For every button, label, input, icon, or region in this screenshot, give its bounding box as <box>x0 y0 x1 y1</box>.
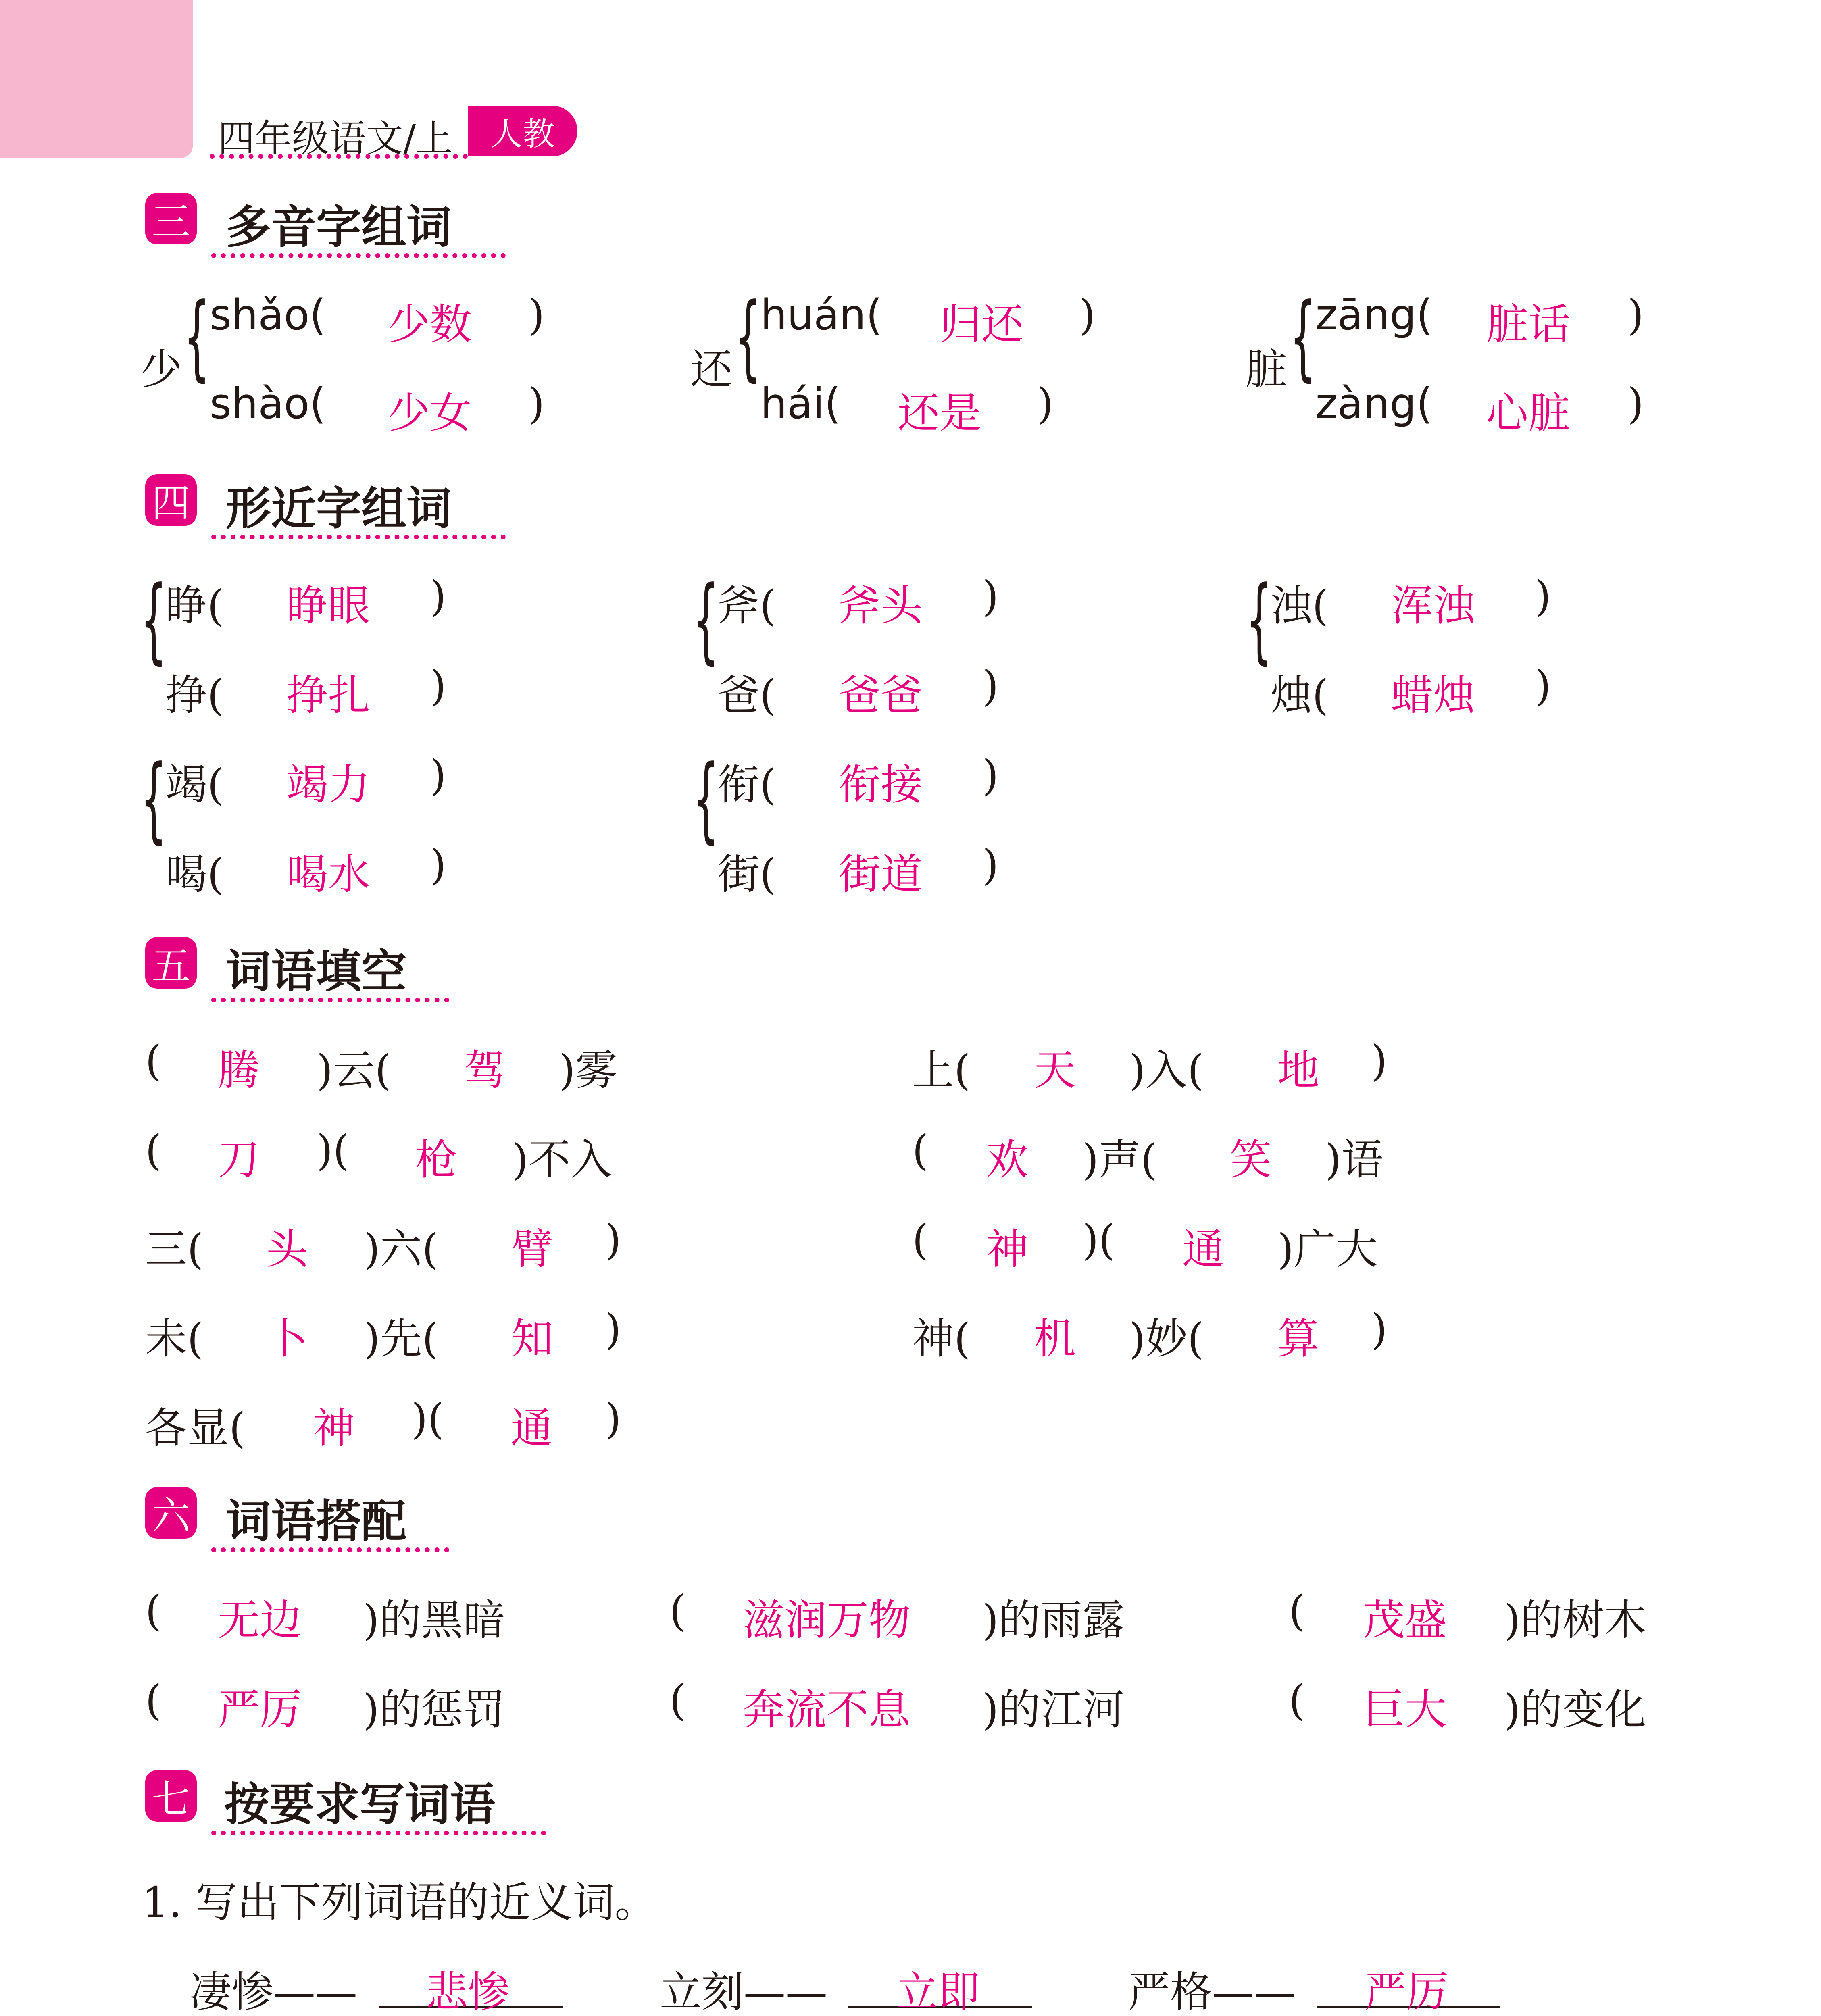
fill-open: ( <box>912 1126 929 1175</box>
section-badge: 四 <box>145 474 197 526</box>
answer: 算 <box>1277 1314 1320 1363</box>
fill-end: ) <box>1371 1036 1388 1085</box>
brace-icon: { <box>735 283 761 391</box>
answer: 衔接 <box>839 760 923 809</box>
paren-close: ) <box>1079 290 1096 339</box>
fill-end: ) <box>1371 1305 1388 1354</box>
fill-open: ( <box>145 1036 162 1085</box>
char: 爸( <box>718 671 776 720</box>
brace-icon: { <box>140 746 167 853</box>
answer: 笑 <box>1230 1135 1272 1184</box>
fill-end: )不入 <box>512 1135 613 1184</box>
paren-open: ( <box>1289 1676 1305 1725</box>
answer: 神 <box>313 1404 355 1453</box>
fill-open: 各显( <box>145 1404 246 1453</box>
word: 凄惨—— <box>190 1967 358 2016</box>
paren-close: ) <box>982 572 999 621</box>
section-underline <box>211 253 506 258</box>
answer: 枪 <box>415 1135 458 1184</box>
char: 喝( <box>165 850 224 899</box>
paren-open: ( <box>669 1676 686 1725</box>
paren-close: ) <box>1535 661 1551 710</box>
brace-icon: { <box>693 566 719 674</box>
paren-close: ) <box>430 661 446 710</box>
answer: 少数 <box>388 300 472 349</box>
collocation-noun: )的雨露 <box>982 1595 1125 1645</box>
fill-open: 上( <box>912 1045 971 1095</box>
fill-end: ) <box>605 1305 621 1354</box>
answer: 欢 <box>986 1135 1029 1184</box>
answer: 卜 <box>266 1314 308 1363</box>
answer: 挣扎 <box>286 671 371 720</box>
paren-close: ) <box>1627 290 1644 339</box>
fill-mid: )云( <box>317 1045 392 1095</box>
paren-open: ( <box>669 1586 686 1635</box>
answer: 睁眼 <box>286 581 371 630</box>
answer: 竭力 <box>286 760 371 809</box>
fill-end: ) <box>605 1215 621 1264</box>
answer: 心脏 <box>1486 388 1571 437</box>
paren-open: ( <box>1289 1586 1305 1635</box>
fill-mid: )( <box>317 1126 350 1175</box>
paren-close: ) <box>528 290 545 339</box>
answer: 驾 <box>464 1045 506 1095</box>
brace-icon: { <box>693 746 719 853</box>
answer: 茂盛 <box>1363 1595 1447 1645</box>
answer: 地 <box>1277 1045 1320 1095</box>
fill-mid: )先( <box>364 1314 439 1363</box>
paren-close: ) <box>1627 379 1644 428</box>
polyphone-char: 脏 <box>1245 345 1288 394</box>
answer: 严厉 <box>1365 1967 1449 2016</box>
fill-open: ( <box>912 1215 929 1264</box>
answer: 脏话 <box>1486 300 1571 349</box>
answer: 蜡烛 <box>1391 671 1475 720</box>
answer: 少女 <box>388 388 472 437</box>
answer: 无边 <box>218 1595 302 1645</box>
answer: 腾 <box>218 1045 260 1095</box>
answer: 严厉 <box>218 1685 302 1734</box>
section-badge: 七 <box>145 1770 197 1822</box>
collocation-noun: )的变化 <box>1504 1685 1646 1734</box>
section-underline <box>211 1831 546 1835</box>
answer: 还是 <box>898 388 982 437</box>
question-1: 1. 写出下列词语的近义词。 <box>142 1878 657 1927</box>
paren-close: ) <box>430 751 446 800</box>
answer: 归还 <box>940 300 1024 349</box>
paren-open: ( <box>145 1586 162 1635</box>
section-underline <box>211 1547 449 1552</box>
section-badge: 五 <box>145 937 197 989</box>
answer: 悲惨 <box>426 1967 510 2016</box>
paren-close: ) <box>982 751 999 800</box>
paren-close: ) <box>430 572 446 621</box>
answer: 机 <box>1034 1314 1076 1363</box>
pinyin: huán( <box>760 290 883 339</box>
answer: 通 <box>510 1404 553 1453</box>
fill-open: 未( <box>145 1314 204 1363</box>
brace-icon: { <box>1246 566 1273 674</box>
polyphone-char: 少 <box>140 345 183 394</box>
answer: 头 <box>266 1225 308 1274</box>
char: 烛( <box>1270 671 1329 720</box>
pinyin: zāng( <box>1315 290 1433 339</box>
fill-open: ( <box>145 1126 162 1175</box>
paren-close: ) <box>1535 572 1551 621</box>
pinyin: zàng( <box>1315 379 1433 428</box>
answer: 天 <box>1034 1045 1076 1095</box>
fill-mid: )六( <box>364 1225 439 1274</box>
fill-mid: )入( <box>1129 1045 1204 1095</box>
answer: 滋润万物 <box>743 1595 911 1645</box>
fill-mid: )( <box>1082 1215 1115 1264</box>
brace-icon: { <box>1290 283 1316 391</box>
fill-mid: )妙( <box>1129 1314 1204 1363</box>
section-underline <box>211 998 449 1002</box>
word: 立刻—— <box>660 1967 828 2016</box>
fill-end: )雾 <box>559 1045 617 1095</box>
word: 严格—— <box>1128 1967 1296 2016</box>
answer: 刀 <box>218 1135 260 1184</box>
edition-badge: 人教 <box>468 106 577 156</box>
answer: 街道 <box>839 850 923 899</box>
section-title: 词语搭配 <box>226 1495 406 1548</box>
answer: 爸爸 <box>839 671 923 720</box>
section-title: 词语填空 <box>226 946 406 998</box>
char: 街( <box>718 850 776 899</box>
char: 浊( <box>1270 581 1329 630</box>
fill-end: )语 <box>1325 1135 1383 1184</box>
pinyin: shǎo( <box>210 290 326 339</box>
answer: 巨大 <box>1363 1685 1447 1734</box>
fill-mid: )声( <box>1082 1135 1157 1184</box>
section-badge: 六 <box>145 1487 197 1539</box>
fill-end: ) <box>605 1394 621 1443</box>
char: 斧( <box>718 581 776 630</box>
collocation-noun: )的惩罚 <box>363 1685 505 1734</box>
paren-close: ) <box>982 661 999 710</box>
answer: 臂 <box>511 1225 554 1274</box>
pinyin: hái( <box>760 379 841 428</box>
fill-open: 神( <box>912 1314 971 1363</box>
section-underline <box>211 535 506 539</box>
answer: 知 <box>511 1314 554 1363</box>
section-title: 多音字组词 <box>226 201 452 254</box>
collocation-noun: )的树木 <box>1504 1595 1646 1645</box>
subject-label: 四年级语文/上 <box>218 117 453 160</box>
section-title: 形近字组词 <box>226 483 452 535</box>
paren-close: ) <box>1037 379 1054 428</box>
char: 竭( <box>165 760 224 809</box>
polyphone-char: 还 <box>690 345 733 394</box>
answer: 通 <box>1182 1225 1225 1274</box>
pinyin: shào( <box>210 379 326 428</box>
answer: 神 <box>986 1225 1029 1274</box>
answer: 立即 <box>896 1967 980 2016</box>
paren-open: ( <box>145 1676 162 1725</box>
answer: 奔流不息 <box>743 1685 911 1734</box>
answer: 斧头 <box>839 581 923 630</box>
paren-close: ) <box>982 840 999 889</box>
answer: 喝水 <box>286 850 371 899</box>
answer: 浑浊 <box>1391 581 1475 630</box>
section-badge: 三 <box>145 193 197 244</box>
char: 衔( <box>718 760 776 809</box>
brace-icon: { <box>183 283 210 391</box>
subject-underline <box>210 154 468 159</box>
char: 睁( <box>165 581 224 630</box>
paren-close: ) <box>430 840 446 889</box>
char: 挣( <box>165 671 224 720</box>
fill-open: 三( <box>145 1225 204 1274</box>
fill-mid: )( <box>411 1394 444 1443</box>
paren-close: ) <box>528 379 545 428</box>
brace-icon: { <box>140 566 167 674</box>
collocation-noun: )的黑暗 <box>363 1595 505 1645</box>
section-title: 按要求写词语 <box>224 1779 495 1831</box>
collocation-noun: )的江河 <box>982 1685 1125 1734</box>
fill-end: )广大 <box>1277 1225 1378 1274</box>
corner-tab <box>0 0 193 158</box>
